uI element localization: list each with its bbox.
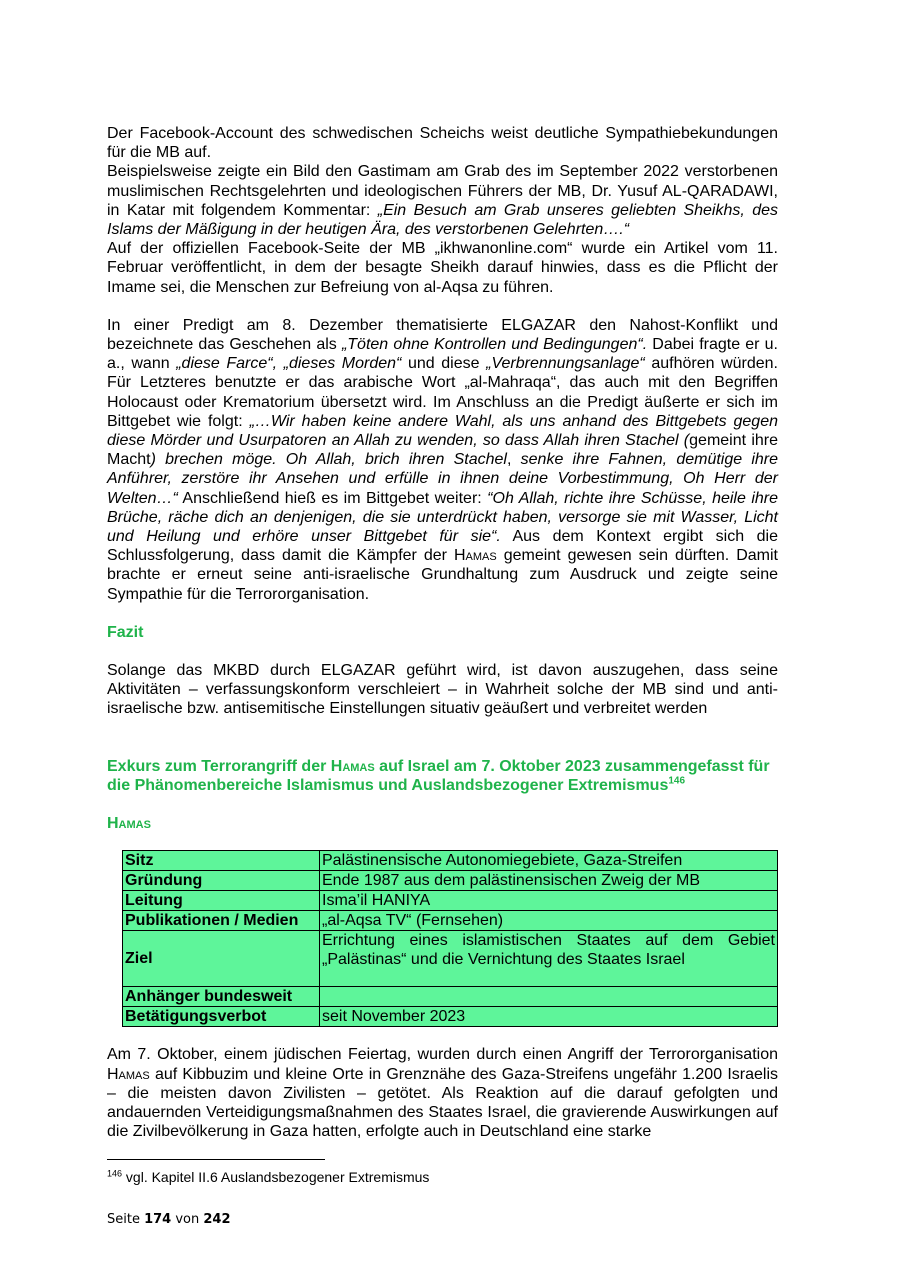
text: Beispielsweise zeigte ein Bild den Gastimam am Grab des im September 2022 verstorbenen muslimischen Rechtsgelehrten und ideologischen Führers der MB, Dr. Yusuf AL-QARADAWI, in Katar mit folgendem Kommentar: <box>107 163 778 219</box>
document-body <box>107 124 778 1141</box>
quote: „…Wir haben keine andere Wahl, als uns anhand des Bittgebets gegen diese Mörder und Usurpatoren an Allah zu wenden, so dass Allah ihren Stachel ( <box>107 412 779 450</box>
org-name: Hamas <box>107 1065 150 1083</box>
paragraph <box>107 1045 778 1141</box>
text: Der Facebook-Account des schwedischen Scheichs weist deutliche Sympathiebekundungen für die MB auf. <box>107 125 778 162</box>
table-value: Ende 1987 aus dem palästinensischen Zweig der MB <box>320 871 778 891</box>
text: Anschließend hieß es im Bittgebet weiter: <box>177 489 488 507</box>
subsection-heading: Hamas <box>107 815 151 833</box>
quote: “Oh Allah, richte ihre Schüsse, heile ihre Brüche, räche dich an denjenigen, die sie unterdrückt haben, versorge sie mit Wasser, Licht und Heilung und erhöre unser Bittgebet für sie“. <box>107 489 779 546</box>
text: und diese <box>401 355 487 373</box>
footnote <box>107 1168 429 1186</box>
page-separator: von <box>171 1212 204 1227</box>
text: gemeint ihre Macht <box>107 432 778 469</box>
text: aufhören würden. Für Letzteres benutzte er das arabische Wort „al-Mahraqa“, das auch mit den Begriffen Holocaust oder Krematorium übersetzt wird. Im Anschluss an die Predigt äußerte er sich im Bittgebet wie folgt: <box>107 355 778 430</box>
text: Exkurs zum Terrorangriff der <box>107 757 331 775</box>
table-row <box>123 891 778 911</box>
text: Aus dem Kontext ergibt sich die Schlussfolgerung, dass damit die Kämpfer der <box>107 528 778 565</box>
table-value <box>320 987 778 1007</box>
text: gemeint gewesen sein dürften. Damit brachte er erneut seine anti-israelische Grundhaltung zum Ausdruck und zeigte seine Sympathie für die Terrororganisation. <box>107 547 778 603</box>
section-heading <box>107 757 778 795</box>
text: Am 7. Oktober, einem jüdischen Feiertag, wurden durch einen Angriff der Terrororganisation <box>107 1046 778 1064</box>
footnote-ref[interactable]: 146 <box>668 775 686 787</box>
table-row <box>123 911 778 931</box>
table-key: Leitung <box>123 891 320 911</box>
quote: ) brechen möge. Oh Allah, brich ihren Stachel <box>150 451 507 469</box>
section-heading: Fazit <box>107 623 144 641</box>
table-row <box>123 1007 778 1027</box>
table-key: Gründung <box>123 871 320 891</box>
table-key: Ziel <box>123 931 320 987</box>
current-page: 174 <box>144 1212 172 1227</box>
table-key: Anhänger bundesweit <box>123 987 320 1007</box>
footnote-number: 146 <box>107 1168 123 1179</box>
table-value: seit November 2023 <box>320 1007 778 1027</box>
footnote-divider <box>107 1159 325 1160</box>
page-label: Seite <box>107 1212 145 1227</box>
table-key: Publikationen / Medien <box>123 911 320 931</box>
text: auf Israel am 7. Oktober 2023 zusammengefasst für die Phänomenbereiche Islamismus und Auslandsbezogener Extremismus <box>107 757 770 794</box>
text: , <box>506 451 521 469</box>
paragraph <box>107 316 778 604</box>
text: Dabei fragte er u. a., wann <box>107 336 778 373</box>
table-key: Sitz <box>123 851 320 871</box>
text: In einer Predigt am 8. Dezember thematisierte ELGAZAR den Nahost-Konflikt und bezeichnete das Geschehen als <box>107 316 778 354</box>
org-name: Hamas <box>330 757 375 775</box>
table-row <box>123 931 778 987</box>
table-key: Betätigungsverbot <box>123 1007 320 1027</box>
quote: senke ihre Fahnen, demütige ihre Anführer, zerstöre ihr Ansehen und erfülle in ihnen deine Vorbestimmung, Oh Herr der Welten…“ <box>107 451 779 507</box>
table-value: Palästinensische Autonomiegebiete, Gaza-Streifen <box>320 851 778 871</box>
table-value: „al-Aqsa TV“ (Fernsehen) <box>320 911 778 931</box>
table-row <box>123 851 778 871</box>
text: Auf der offiziellen Facebook-Seite der MB „ikhwanonline.com“ wurde ein Artikel vom 11. Februar veröffentlicht, in dem der besagte Sheikh darauf hinwies, dass es die Pflicht der Imame sei, die Menschen zur Befreiung von al-Aqsa zu führen. <box>107 240 778 296</box>
footnote-text: vgl. Kapitel II.6 Auslandsbezogener Extremismus <box>122 1169 430 1185</box>
quote: „Ein Besuch am Grab unseres geliebten Sheikhs, des Islams der Mäßigung in der heutigen Ära, des verstorbenen Gelehrten….“ <box>107 201 779 239</box>
table-value: Isma’il HANIYA <box>320 891 778 911</box>
table-row <box>123 871 778 891</box>
page-number <box>107 1212 231 1227</box>
text: auf Kibbuzim und kleine Orte in Grenznähe des Gaza-Streifens ungefähr 1.200 Israelis – die meisten davon Zivilisten – getötet. Als Reaktion auf die darauf gefolgten und andauernden Verteidigungsmaßnahmen des Staates Israel, die gravierende Auswirkungen auf die Zivilbevölkerung in Gaza hatten, erfolgte auch in Deutschland eine starke <box>107 1065 778 1141</box>
quote: „Verbrennungsanlage“ <box>486 355 645 373</box>
table-value: Errichtung eines islamistischen Staates auf dem Gebiet „Palästinas“ und die Vernichtung des Staates Israel <box>320 931 778 987</box>
paragraph: Solange das MKBD durch ELGAZAR geführt wird, ist davon auszugehen, dass seine Aktivitäten – verfassungskonform verschleiert – in Wahrheit solche der MB sind und anti-israelische bzw. antisemitische Einstellungen situativ geäußert und verbreitet werden <box>107 662 778 718</box>
paragraph <box>107 124 778 297</box>
quote: „Töten ohne Kontrollen und Bedingungen“. <box>341 336 648 354</box>
org-name: Hamas <box>453 547 497 565</box>
total-pages: 242 <box>203 1212 231 1227</box>
table-row <box>123 987 778 1007</box>
info-table <box>122 850 778 1027</box>
quote: „diese Farce“, „dieses Morden“ <box>176 355 402 373</box>
